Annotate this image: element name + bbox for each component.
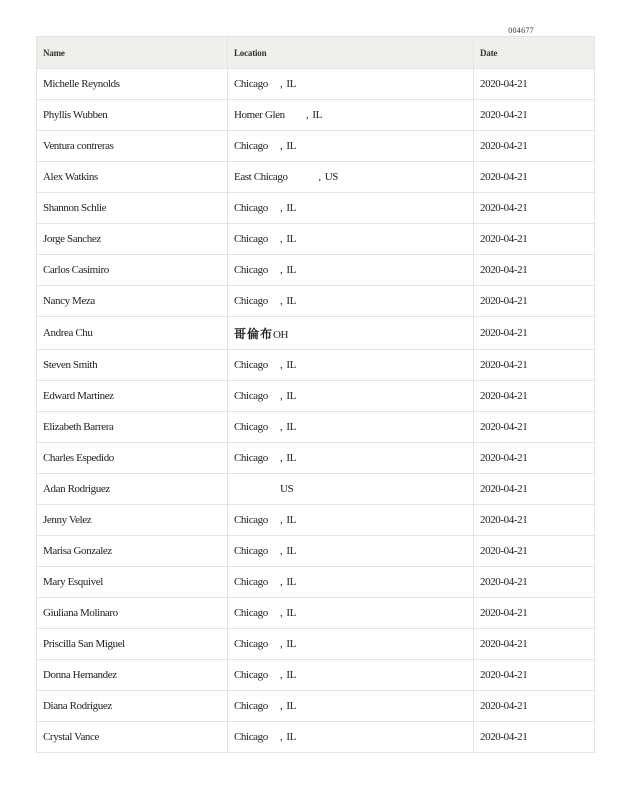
cell-name: Adan Rodriguez	[37, 474, 228, 505]
table-row	[37, 162, 595, 193]
table-body	[37, 69, 595, 753]
location-region: US	[280, 483, 294, 495]
table-row	[37, 536, 595, 567]
cell-location	[228, 691, 474, 722]
cell-name: Alex Watkins	[37, 162, 228, 193]
location-separator: ,	[280, 233, 283, 245]
cell-date: 2020-04-21	[474, 381, 595, 412]
location-separator: ,	[318, 171, 321, 183]
cell-name: Mary Esquivel	[37, 567, 228, 598]
cell-date: 2020-04-21	[474, 317, 595, 350]
cell-date: 2020-04-21	[474, 567, 595, 598]
location-separator: ,	[280, 390, 283, 402]
table-row	[37, 224, 595, 255]
table-row	[37, 691, 595, 722]
location-region: US	[324, 171, 339, 183]
cell-date: 2020-04-21	[474, 69, 595, 100]
cell-name: Jenny Velez	[37, 505, 228, 536]
cell-name: Carlos Casimiro	[37, 255, 228, 286]
cell-date: 2020-04-21	[474, 722, 595, 753]
cell-name: Crystal Vance	[37, 722, 228, 753]
cell-location	[228, 598, 474, 629]
location-region: OH	[273, 328, 289, 341]
table-row	[37, 660, 595, 691]
cell-location	[228, 474, 474, 505]
location-separator: ,	[280, 700, 283, 712]
cell-date: 2020-04-21	[474, 412, 595, 443]
cell-location	[228, 443, 474, 474]
location-separator: ,	[280, 421, 283, 433]
cell-location	[228, 131, 474, 162]
records-table	[36, 36, 595, 753]
cell-name: Diana Rodriguez	[37, 691, 228, 722]
location-region: IL	[286, 700, 296, 712]
location-city: Chicago	[234, 669, 268, 681]
location-separator: ,	[280, 576, 283, 588]
location-separator: ,	[280, 514, 283, 526]
cell-date: 2020-04-21	[474, 350, 595, 381]
location-separator: ,	[280, 452, 283, 464]
location-separator: ,	[280, 638, 283, 650]
cell-date: 2020-04-21	[474, 536, 595, 567]
table-row	[37, 69, 595, 100]
cell-date: 2020-04-21	[474, 660, 595, 691]
location-region: IL	[286, 576, 296, 588]
cell-date: 2020-04-21	[474, 100, 595, 131]
table-row	[37, 131, 595, 162]
cell-name: Ventura contreras	[37, 131, 228, 162]
cell-location	[228, 255, 474, 286]
cell-name: Priscilla San Miguel	[37, 629, 228, 660]
location-separator: ,	[280, 202, 283, 214]
cell-date: 2020-04-21	[474, 286, 595, 317]
table-row	[37, 317, 595, 350]
cell-location	[228, 100, 474, 131]
location-city: Homer Glen	[234, 109, 285, 121]
cell-name: Steven Smith	[37, 350, 228, 381]
location-region: IL	[286, 669, 296, 681]
location-region: IL	[286, 421, 296, 433]
location-region: IL	[286, 78, 296, 90]
location-city: Chicago	[234, 202, 268, 214]
table-row	[37, 598, 595, 629]
location-city: Chicago	[234, 295, 268, 307]
cell-date: 2020-04-21	[474, 224, 595, 255]
location-city: Chicago	[234, 140, 268, 152]
cell-location	[228, 505, 474, 536]
location-city: Chicago	[234, 545, 268, 557]
cell-date: 2020-04-21	[474, 193, 595, 224]
location-city: Chicago	[234, 452, 268, 464]
cell-location	[228, 69, 474, 100]
table-row	[37, 629, 595, 660]
location-separator: ,	[280, 545, 283, 557]
cell-location	[228, 722, 474, 753]
cell-location	[228, 567, 474, 598]
location-region: IL	[286, 545, 296, 557]
cell-name: Elizabeth Barrera	[37, 412, 228, 443]
location-city: Chicago	[234, 607, 268, 619]
cell-name: Donna Hernandez	[37, 660, 228, 691]
location-city: Chicago	[234, 731, 268, 743]
location-city: Chicago	[234, 421, 268, 433]
cell-date: 2020-04-21	[474, 598, 595, 629]
location-city: Chicago	[234, 264, 268, 276]
cell-date: 2020-04-21	[474, 474, 595, 505]
location-separator: ,	[280, 607, 283, 619]
table-row	[37, 255, 595, 286]
location-region: IL	[286, 359, 296, 371]
table-header	[37, 37, 595, 69]
cell-name: Michelle Reynolds	[37, 69, 228, 100]
table-row	[37, 381, 595, 412]
location-city: Chicago	[234, 359, 268, 371]
location-region: IL	[286, 638, 296, 650]
location-region: IL	[286, 731, 296, 743]
table-row	[37, 350, 595, 381]
location-separator: ,	[280, 140, 283, 152]
location-city: Chicago	[234, 700, 268, 712]
table-row	[37, 193, 595, 224]
table-row	[37, 286, 595, 317]
cell-date: 2020-04-21	[474, 629, 595, 660]
cell-location	[228, 224, 474, 255]
location-city: 哥倫布	[234, 326, 274, 341]
cell-location	[228, 536, 474, 567]
location-city: Chicago	[234, 638, 268, 650]
location-city: Chicago	[234, 576, 268, 588]
cell-date: 2020-04-21	[474, 443, 595, 474]
table-row	[37, 100, 595, 131]
cell-name: Charles Espedido	[37, 443, 228, 474]
cell-name: Edward Martinez	[37, 381, 228, 412]
cell-location	[228, 162, 474, 193]
cell-name: Phyllis Wubben	[37, 100, 228, 131]
location-separator: ,	[306, 109, 309, 121]
header-row	[37, 37, 595, 69]
cell-date: 2020-04-21	[474, 162, 595, 193]
location-separator: ,	[280, 669, 283, 681]
cell-location	[228, 660, 474, 691]
cell-date: 2020-04-21	[474, 255, 595, 286]
table-row	[37, 722, 595, 753]
location-region: IL	[286, 140, 296, 152]
cell-location	[228, 381, 474, 412]
location-separator: ,	[280, 359, 283, 371]
location-separator: ,	[280, 78, 283, 90]
location-region: IL	[286, 295, 296, 307]
location-city: Chicago	[234, 78, 268, 90]
location-city: Chicago	[234, 233, 268, 245]
location-region: IL	[286, 452, 296, 464]
location-separator: ,	[280, 264, 283, 276]
cell-location	[228, 629, 474, 660]
location-separator: ,	[280, 295, 283, 307]
page-number: 004677	[508, 26, 534, 35]
cell-name: Giuliana Molinaro	[37, 598, 228, 629]
table-row	[37, 412, 595, 443]
header-location: Location	[228, 37, 474, 69]
cell-name: Shannon Schlie	[37, 193, 228, 224]
cell-location	[228, 350, 474, 381]
location-region: IL	[286, 202, 296, 214]
location-city: Chicago	[234, 514, 268, 526]
header-date: Date	[474, 37, 595, 69]
cell-date: 2020-04-21	[474, 505, 595, 536]
location-region: IL	[286, 607, 296, 619]
header-name: Name	[37, 37, 228, 69]
cell-date: 2020-04-21	[474, 131, 595, 162]
cell-date: 2020-04-21	[474, 691, 595, 722]
location-region: IL	[312, 109, 322, 121]
location-region: IL	[286, 514, 296, 526]
table-row	[37, 474, 595, 505]
cell-name: Andrea Chu	[37, 317, 228, 350]
table-row	[37, 567, 595, 598]
location-city: Chicago	[234, 390, 268, 402]
cell-location	[228, 317, 474, 350]
cell-name: Jorge Sanchez	[37, 224, 228, 255]
location-city: East Chicago	[234, 171, 288, 183]
location-region: IL	[286, 390, 296, 402]
location-separator: ,	[280, 731, 283, 743]
location-region: IL	[286, 233, 296, 245]
cell-location	[228, 286, 474, 317]
table-row	[37, 443, 595, 474]
location-region: IL	[286, 264, 296, 276]
cell-name: Nancy Meza	[37, 286, 228, 317]
table-row	[37, 505, 595, 536]
cell-location	[228, 412, 474, 443]
cell-location	[228, 193, 474, 224]
cell-name: Marisa Gonzalez	[37, 536, 228, 567]
